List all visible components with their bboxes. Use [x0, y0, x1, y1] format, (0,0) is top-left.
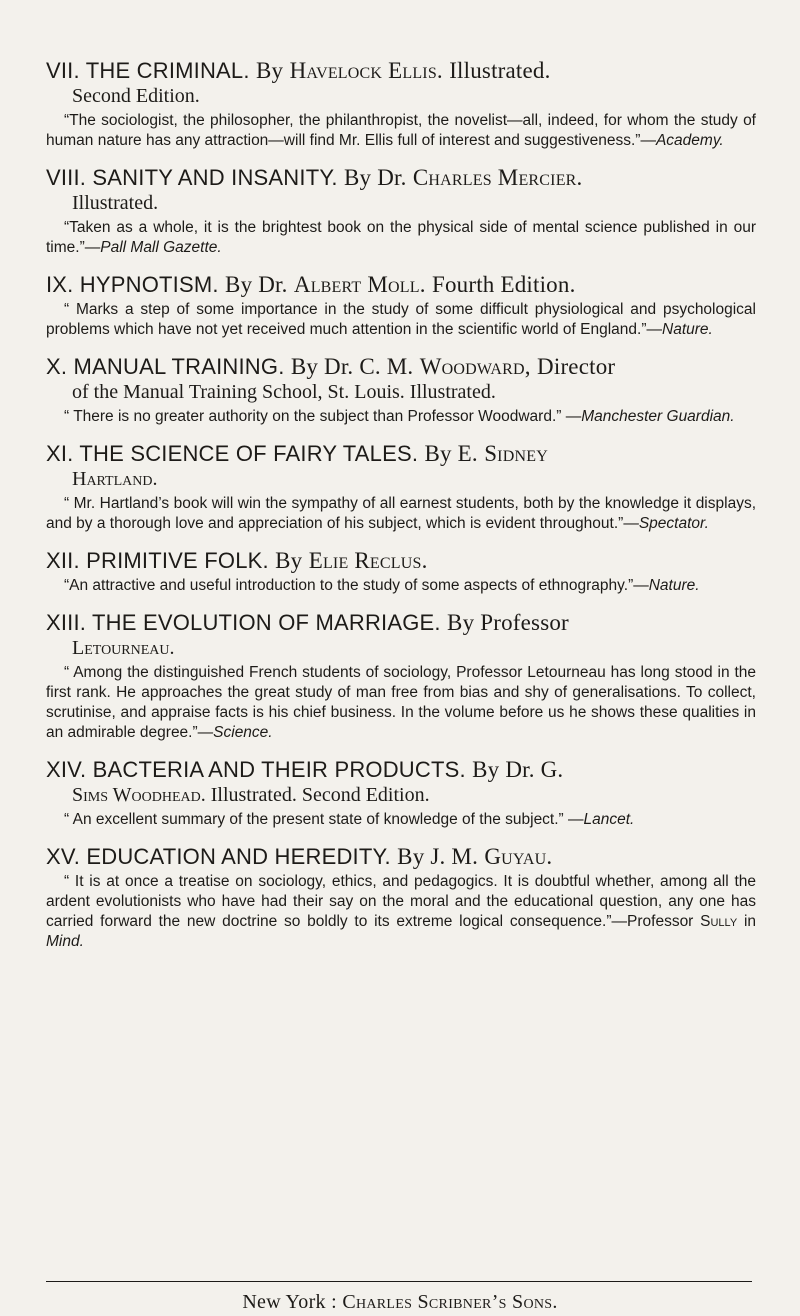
- book-entry-primitive-folk: [46, 548, 756, 596]
- entry-author: Sidney: [484, 441, 548, 466]
- review-text: “ Mr. Hartland’s book will win the sympathy of all earnest students, both by the knowledge it displays, and by a thorough love and appreciation of his subject, which is evident throughout.”—: [46, 495, 756, 532]
- review-text: “Taken as a whole, it is the brightest book on the physical side of mental science published in our time.”—: [46, 219, 756, 256]
- review-source: Academy.: [655, 132, 724, 149]
- entry-author: Letourneau.: [72, 637, 175, 659]
- entry-title: VIII. SANITY AND INSANITY.: [46, 165, 338, 190]
- book-entry-education: [46, 844, 756, 952]
- entry-by: By: [256, 58, 284, 83]
- book-entry-criminal: [46, 58, 756, 151]
- review-critic: Sully: [700, 913, 738, 930]
- entry-review: [46, 111, 756, 151]
- entry-subline: of the Manual Training School, St. Louis. Illustrated.: [72, 381, 496, 403]
- book-entry-hypnotism: [46, 272, 756, 340]
- entry-extra: Illustrated.: [449, 58, 551, 83]
- review-text: “ An excellent summary of the present state of knowledge of the subject.” —: [64, 811, 584, 828]
- entry-by: By Dr.: [344, 165, 407, 190]
- entry-review: [46, 407, 756, 427]
- entry-author: Albert Moll.: [293, 272, 426, 297]
- entry-title: XII. PRIMITIVE FOLK.: [46, 548, 269, 573]
- entry-title: XV. EDUCATION AND HEREDITY.: [46, 844, 391, 869]
- entry-extra: Fourth Edition.: [431, 272, 576, 297]
- review-source: Spectator.: [638, 515, 709, 532]
- review-text: “ Marks a step of some importance in the study of some difficult physiological and psychological problems which have not yet received much attention in the scientific world of England.”—: [46, 301, 756, 338]
- entry-review: [46, 663, 756, 743]
- entry-heading: [46, 757, 756, 783]
- footer-divider: [46, 1281, 752, 1282]
- entry-title: IX. HYPNOTISM.: [46, 272, 219, 297]
- entry-review: [46, 576, 756, 596]
- entry-heading: [46, 548, 756, 574]
- review-source: Pall Mall Gazette.: [100, 239, 222, 256]
- entry-by: By: [275, 548, 303, 573]
- review-text: “ There is no greater authority on the subject than Professor Woodward.” —: [64, 408, 582, 425]
- entry-by: By Dr.: [225, 272, 288, 297]
- review-source: Mind.: [46, 933, 84, 950]
- review-source: Manchester Guardian.: [581, 408, 735, 425]
- entry-review: [46, 300, 756, 340]
- entry-heading: [46, 441, 756, 467]
- imprint-publisher: Charles Scribner’s Sons.: [342, 1291, 558, 1313]
- review-source: Science.: [213, 724, 273, 741]
- book-entry-manual-training: [46, 354, 756, 427]
- entry-heading: [46, 844, 756, 870]
- entry-heading: [46, 272, 756, 298]
- entry-subline: Illustrated.: [72, 192, 159, 214]
- entry-author: Havelock Ellis.: [289, 58, 443, 83]
- publisher-imprint: [0, 1291, 800, 1314]
- review-connector: in: [737, 913, 757, 930]
- review-text: “The sociologist, the philosopher, the philanthropist, the novelist—all, indeed, for whom the study of human nature has any attraction—will find Mr. Ellis full of interest and suggestiveness.”—: [46, 112, 756, 149]
- entry-title: XIII. THE EVOLUTION OF MARRIAGE.: [46, 610, 441, 635]
- entry-heading: [46, 58, 756, 84]
- review-text: “ Among the distinguished French students of sociology, Professor Letourneau has long stood in the first rank. He approaches the great study of man free from bias and shy of generalisations. To collect, scrutinise, and appraise facts is his chief business. In the volume before us he shows these qualities in an admirable degree.”—: [46, 664, 756, 741]
- review-text: “ It is at once a treatise on sociology, ethics, and pedagogics. It is doubtful whether, among all the ardent evolutionists who have had their say on the moral and the educational question, any one has carried forward the new doctrine so boldly to its extreme logical consequence.”—Professor: [46, 873, 756, 930]
- entry-review: [46, 810, 756, 830]
- entry-title: X. MANUAL TRAINING.: [46, 354, 285, 379]
- review-source: Nature.: [648, 577, 700, 594]
- entry-title: XI. THE SCIENCE OF FAIRY TALES.: [46, 441, 419, 466]
- book-entry-marriage: [46, 610, 756, 743]
- entry-heading: [46, 610, 756, 636]
- book-entry-bacteria: [46, 757, 756, 830]
- entry-author: Guyau.: [484, 844, 553, 869]
- entry-author-continued: Hartland.: [72, 468, 158, 490]
- entry-by: By Dr. C. M.: [290, 354, 414, 379]
- entry-by: By Professor: [447, 610, 569, 635]
- entry-by: By E.: [424, 441, 478, 466]
- entry-title: XIV. BACTERIA AND THEIR PRODUCTS.: [46, 757, 466, 782]
- entry-subline: [46, 636, 756, 661]
- book-entry-sanity: [46, 165, 756, 258]
- entry-subline: Second Edition.: [72, 85, 200, 107]
- entry-by: By Dr. G.: [472, 757, 564, 782]
- entry-extra: Director: [537, 354, 616, 379]
- entry-author: Sims Woodhead.: [72, 784, 206, 806]
- entry-by: By J. M.: [397, 844, 479, 869]
- entry-title: VII. THE CRIMINAL.: [46, 58, 250, 83]
- entry-subline: [46, 783, 756, 808]
- entry-review: [46, 494, 756, 534]
- entry-author: Woodward,: [419, 354, 531, 379]
- catalogue-page: [46, 58, 756, 966]
- book-entry-fairy-tales: [46, 441, 756, 534]
- entry-heading: [46, 354, 756, 380]
- review-text: “An attractive and useful introduction to the study of some aspects of ethnography.”—: [64, 577, 649, 594]
- entry-heading: [46, 165, 756, 191]
- entry-review: [46, 872, 756, 952]
- review-source: Nature.: [662, 321, 713, 338]
- entry-author: Charles Mercier.: [412, 165, 583, 190]
- review-source: Lancet.: [583, 811, 635, 828]
- entry-extra: Illustrated. Second Edition.: [205, 784, 430, 806]
- entry-author: Elie Reclus.: [308, 548, 428, 573]
- entry-subline: [46, 467, 756, 492]
- imprint-city: New York :: [242, 1291, 337, 1313]
- entry-review: [46, 218, 756, 258]
